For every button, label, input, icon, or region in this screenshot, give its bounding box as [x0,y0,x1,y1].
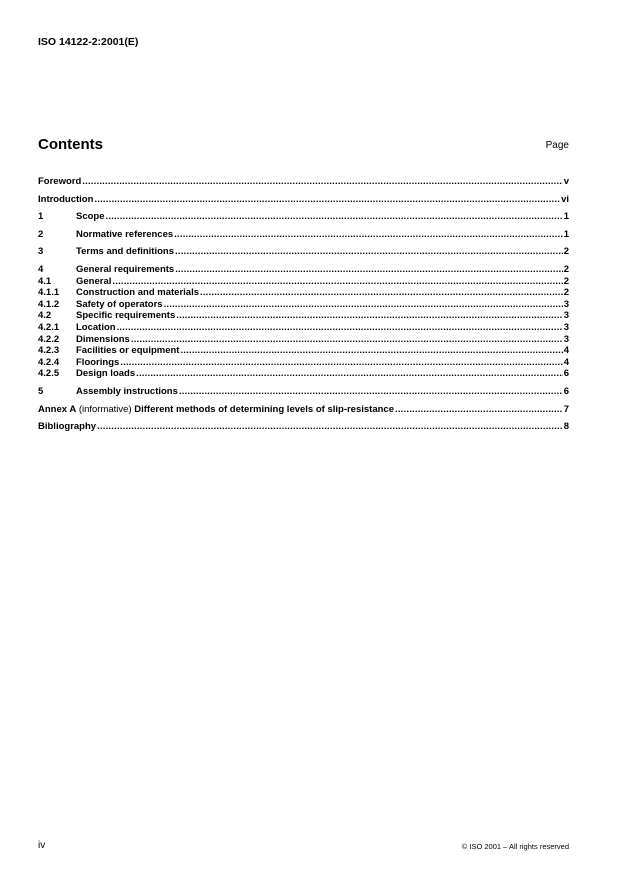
toc-entry-page: 8 [563,421,569,433]
toc-leader-dots [175,264,562,276]
toc-entry-introduction[interactable] [38,194,569,206]
contents-heading: Contents [38,136,103,153]
toc-leader-dots [97,421,563,433]
toc-leader-dots [117,322,563,334]
toc-leader-dots [82,176,562,188]
toc-entry-number: 4.1.2 [38,298,60,310]
toc-leader-dots [200,287,563,299]
toc-entry-page: 3 [563,298,569,310]
toc-entry-construction-and-materials[interactable] [38,287,569,299]
toc-entry-page: 3 [563,333,569,345]
toc-entry-bibliography[interactable] [38,421,569,433]
toc-leader-dots [112,276,562,288]
toc-entry-number: 4.2.5 [38,368,60,380]
toc-entry-page: 1 [563,211,569,223]
toc-entry-design-loads[interactable] [38,368,569,380]
annex-label: Annex A [38,403,77,415]
toc-leader-dots [131,334,563,346]
toc-leader-dots [94,194,560,206]
toc-entry-page: v [563,176,569,187]
toc-entry-normative-references[interactable] [38,229,569,241]
toc-entry-safety-of-operators[interactable] [38,299,569,311]
toc-entry-title: Floorings [76,356,120,368]
toc-entry-number: 4.1.1 [38,287,60,299]
toc-entry-title: Dimensions [76,333,130,345]
toc-entry-page: 2 [563,275,569,287]
toc-entry-terms-and-definitions[interactable] [38,246,569,258]
toc-entry-general[interactable] [38,276,569,288]
toc-entry-page: 4 [563,356,569,368]
toc-entry-title [38,404,394,416]
page-column-label: Page [545,140,569,151]
toc-entry-title: General [76,275,112,287]
toc-entry-title: Safety of operators [76,298,163,310]
toc-entry-title: Location [76,321,116,333]
toc-entry-page: 3 [563,321,569,333]
annex-informative-label: (informative) [76,403,135,415]
toc-entry-general-requirements[interactable] [38,264,569,276]
table-of-contents [38,176,569,433]
toc-entry-number: 4 [38,263,44,275]
toc-entry-specific-requirements[interactable] [38,310,569,322]
toc-entry-scope[interactable] [38,211,569,223]
toc-leader-dots [164,299,563,311]
toc-entry-title: Construction and materials [76,287,199,299]
toc-entry-title: Bibliography [38,421,97,433]
annex-title: Different methods of determining levels of slip-resistance [134,403,394,415]
toc-entry-title: Design loads [76,368,136,380]
toc-entry-title: Specific requirements [76,310,176,322]
toc-entry-title: Assembly instructions [76,385,178,397]
toc-leader-dots [180,345,562,357]
toc-entry-page: 3 [563,310,569,322]
toc-entry-assembly-instructions[interactable] [38,386,569,398]
toc-entry-page: 2 [563,287,569,299]
toc-entry-annex-a[interactable] [38,404,569,416]
toc-entry-number: 4.1 [38,275,52,287]
toc-leader-dots [106,211,563,223]
toc-entry-number: 4.2.2 [38,333,60,345]
toc-entry-number: 2 [38,228,44,240]
toc-entry-page: 4 [563,345,569,357]
toc-entry-page: 2 [563,263,569,275]
toc-entry-number: 4.2.1 [38,321,60,333]
toc-entry-number: 1 [38,211,44,223]
toc-entry-facilities-or-equipment[interactable] [38,345,569,357]
toc-entry-number: 3 [38,246,44,258]
toc-entry-title: Terms and definitions [76,246,175,258]
toc-entry-dimensions[interactable] [38,334,569,346]
toc-leader-dots [176,310,562,322]
toc-entry-title: Facilities or equipment [76,345,180,357]
toc-entry-page: vi [561,193,569,205]
toc-entry-page: 6 [563,385,569,397]
toc-entry-title: Foreword [38,176,82,187]
toc-entry-number: 4.2.3 [38,345,60,357]
toc-leader-dots [175,246,563,258]
page-number: iv [38,840,46,851]
copyright-notice: © ISO 2001 – All rights reserved [461,842,569,851]
toc-leader-dots [179,386,563,398]
toc-entry-number: 5 [38,385,44,397]
toc-entry-title: Introduction [38,193,94,205]
toc-leader-dots [136,368,563,380]
toc-entry-location[interactable] [38,322,569,334]
toc-entry-page: 1 [563,228,569,240]
toc-leader-dots [395,404,563,416]
toc-entry-foreword[interactable] [38,176,569,188]
toc-entry-page: 6 [563,368,569,380]
toc-entry-floorings[interactable] [38,357,569,369]
toc-entry-number: 4.2 [38,310,52,322]
toc-leader-dots [174,229,563,241]
toc-leader-dots [120,357,562,369]
toc-entry-page: 2 [563,246,569,258]
toc-entry-title: Normative references [76,228,174,240]
toc-entry-page: 7 [563,403,569,415]
document-id: ISO 14122-2:2001(E) [38,36,139,48]
toc-entry-title: Scope [76,211,105,223]
toc-entry-title: General requirements [76,263,175,275]
toc-entry-number: 4.2.4 [38,356,60,368]
